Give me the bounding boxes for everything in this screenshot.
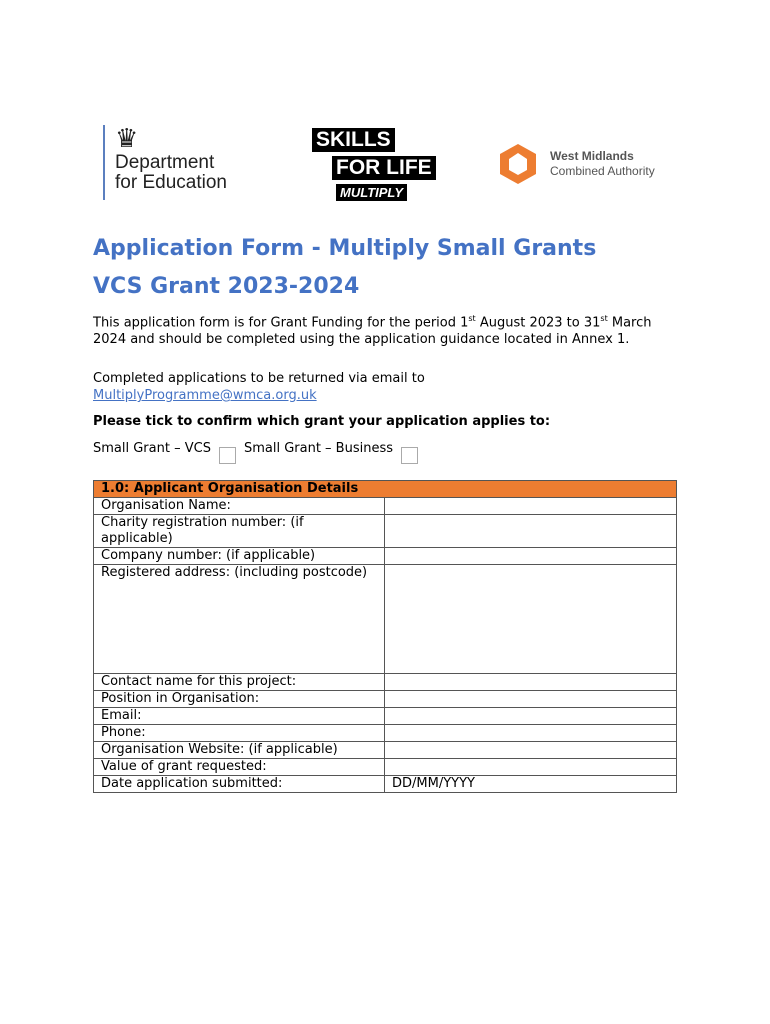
website-field[interactable] bbox=[385, 742, 677, 759]
table-row bbox=[94, 498, 677, 515]
royal-crest-icon: ♛ bbox=[115, 124, 139, 154]
row-label: Date application submitted: bbox=[94, 776, 385, 793]
dfe-logo bbox=[103, 125, 255, 200]
row-label: Phone: bbox=[94, 725, 385, 742]
applicant-details-table bbox=[93, 480, 677, 793]
wmca-hexagon-icon bbox=[496, 142, 540, 186]
page-title: Application Form - Multiply Small Grants bbox=[93, 236, 597, 261]
wmca-logo bbox=[496, 142, 655, 186]
option-business-checkbox[interactable] bbox=[401, 447, 418, 464]
tick-prompt: Please tick to confirm which grant your application applies to: bbox=[93, 414, 551, 429]
row-label: Contact name for this project: bbox=[94, 674, 385, 691]
company-number-field[interactable] bbox=[385, 548, 677, 565]
row-label: Company number: (if applicable) bbox=[94, 548, 385, 565]
dfe-logo-line1: Department bbox=[115, 152, 215, 173]
date-submitted-field[interactable]: DD/MM/YYYY bbox=[385, 776, 677, 793]
row-label: Charity registration number: (if applicable) bbox=[94, 515, 385, 548]
position-field[interactable] bbox=[385, 691, 677, 708]
wmca-logo-line1: West Midlands bbox=[550, 149, 634, 163]
organisation-name-field[interactable] bbox=[385, 498, 677, 515]
row-label: Position in Organisation: bbox=[94, 691, 385, 708]
table-row bbox=[94, 674, 677, 691]
row-label: Organisation Website: (if applicable) bbox=[94, 742, 385, 759]
skills-logo-line1: SKILLS bbox=[312, 128, 395, 152]
dfe-logo-line2: for Education bbox=[115, 172, 227, 193]
intro-text: This application form is for Grant Funding for the period 1st August 2023 to 31st March 2024 and should be completed using the application guidance located in Annex 1. bbox=[93, 314, 652, 348]
skills-logo-line3: MULTIPLY bbox=[336, 184, 407, 201]
table-header: 1.0: Applicant Organisation Details bbox=[94, 481, 677, 498]
charity-number-field[interactable] bbox=[385, 515, 677, 548]
page-subtitle: VCS Grant 2023-2024 bbox=[93, 274, 360, 299]
table-row bbox=[94, 565, 677, 674]
table-row bbox=[94, 691, 677, 708]
email-link[interactable]: MultiplyProgramme@wmca.org.uk bbox=[93, 388, 317, 403]
return-instructions: Completed applications to be returned via email to MultiplyProgramme@wmca.org.uk bbox=[93, 371, 425, 403]
option-vcs-label: Small Grant – VCS bbox=[93, 441, 211, 456]
registered-address-field[interactable] bbox=[385, 565, 677, 674]
table-row bbox=[94, 776, 677, 793]
table-row bbox=[94, 742, 677, 759]
skills-for-life-logo bbox=[308, 128, 460, 201]
table-row bbox=[94, 548, 677, 565]
table-row bbox=[94, 708, 677, 725]
table-row bbox=[94, 725, 677, 742]
row-label: Registered address: (including postcode) bbox=[94, 565, 385, 674]
table-row bbox=[94, 759, 677, 776]
option-vcs-checkbox[interactable] bbox=[219, 447, 236, 464]
option-business-label: Small Grant – Business bbox=[243, 441, 394, 456]
row-label: Value of grant requested: bbox=[94, 759, 385, 776]
grant-options bbox=[93, 440, 673, 464]
email-field[interactable] bbox=[385, 708, 677, 725]
contact-name-field[interactable] bbox=[385, 674, 677, 691]
row-label: Email: bbox=[94, 708, 385, 725]
phone-field[interactable] bbox=[385, 725, 677, 742]
row-label: Organisation Name: bbox=[94, 498, 385, 515]
table-row bbox=[94, 515, 677, 548]
skills-logo-line2: FOR LIFE bbox=[332, 156, 436, 180]
grant-value-field[interactable] bbox=[385, 759, 677, 776]
wmca-logo-line2: Combined Authority bbox=[550, 164, 655, 178]
